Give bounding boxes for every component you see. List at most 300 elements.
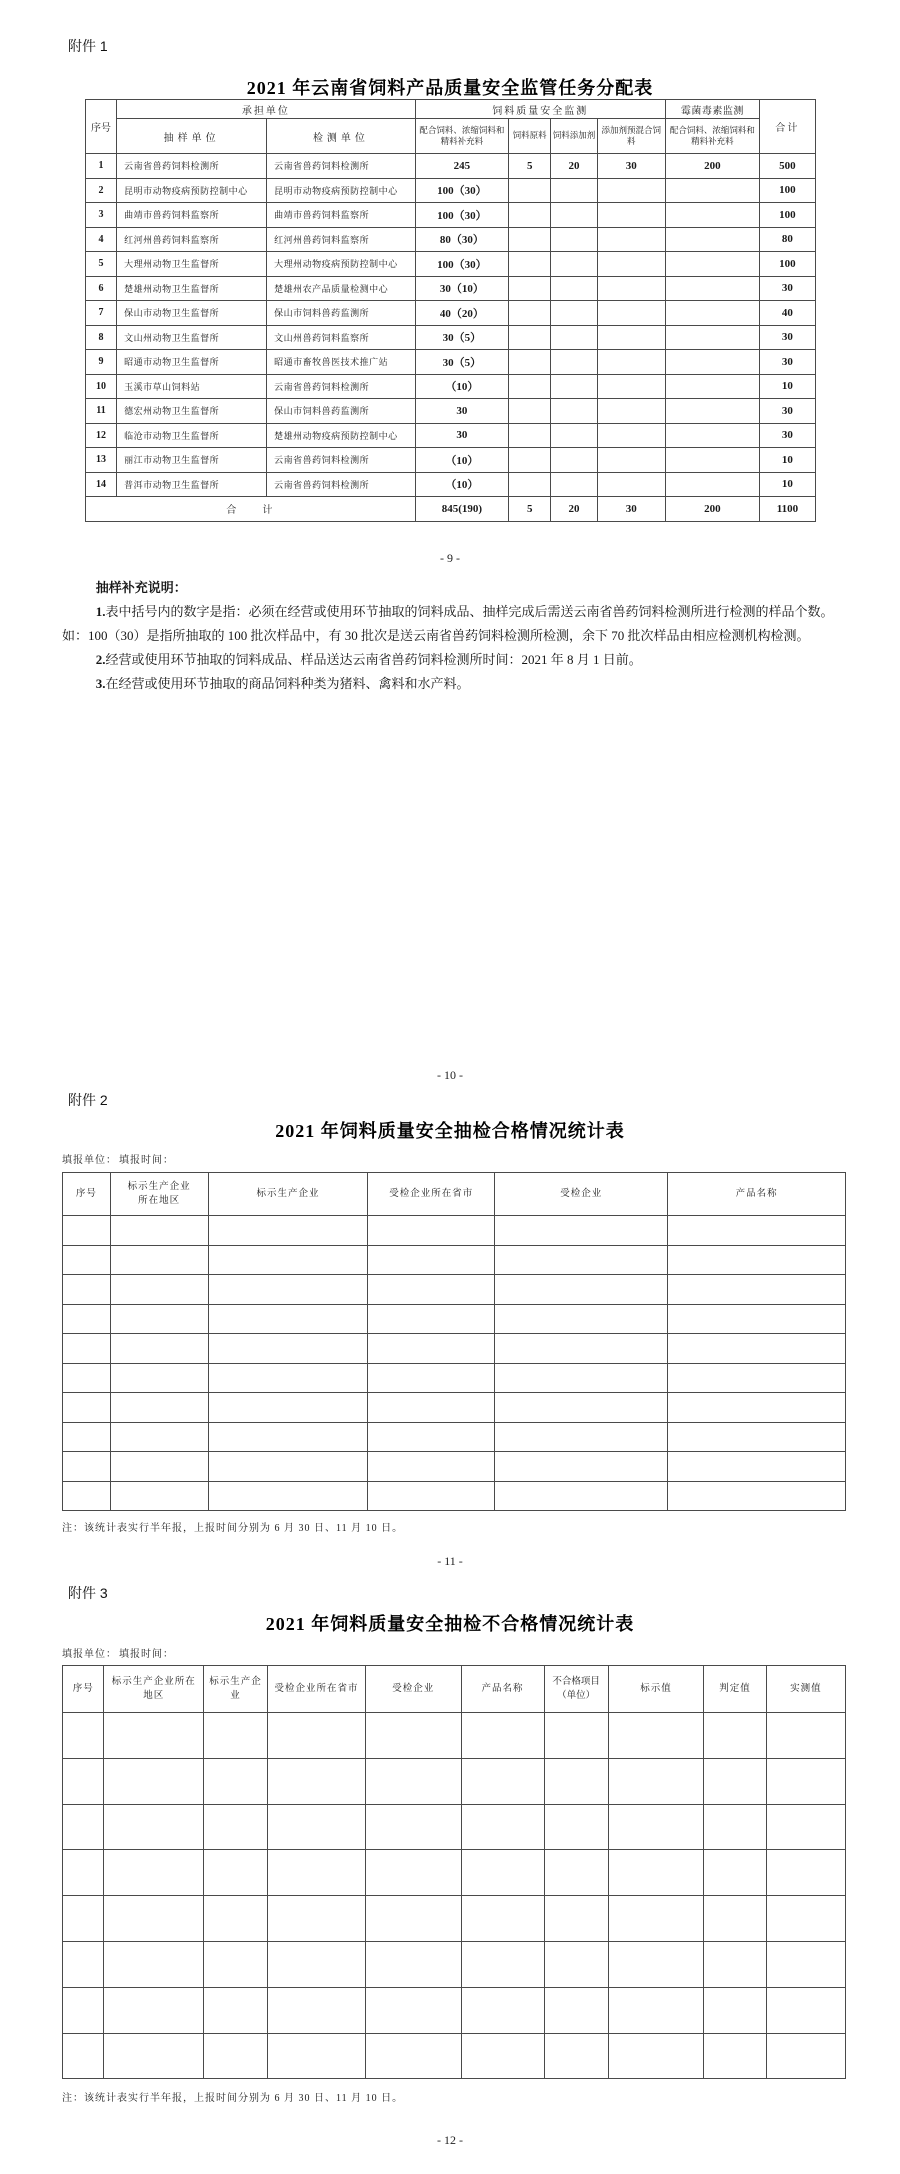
sampling-unit-cell: 保山市动物卫生监督所 — [117, 301, 267, 326]
total-header: 合计 — [759, 100, 815, 154]
testing-unit-cell: 文山州兽药饲料监察所 — [267, 325, 416, 350]
empty-cell — [208, 1245, 368, 1275]
sampling-unit-cell: 昭通市动物卫生监督所 — [117, 350, 267, 375]
compound-feed-cell: （10） — [415, 472, 508, 497]
premix-cell — [597, 350, 665, 375]
empty-cell — [63, 1758, 104, 1804]
compound-feed-cell: 245 — [415, 154, 508, 179]
empty-cell — [63, 1850, 104, 1896]
premix-cell — [597, 472, 665, 497]
feed-additive-cell — [551, 276, 597, 301]
table-row — [86, 301, 816, 326]
empty-cell — [208, 1363, 368, 1393]
a2-col-product: 产品名称 — [668, 1173, 846, 1216]
empty-cell — [268, 1850, 366, 1896]
empty-cell — [368, 1334, 495, 1364]
seq-cell: 3 — [86, 203, 117, 228]
empty-cell — [461, 1850, 544, 1896]
feed-additive-cell — [551, 178, 597, 203]
total-cell: 10 — [759, 374, 815, 399]
empty-cell — [704, 1758, 767, 1804]
empty-cell — [208, 1216, 368, 1246]
empty-cell — [366, 2033, 462, 2079]
empty-cell — [544, 1713, 608, 1759]
note-3 — [62, 672, 850, 696]
empty-cell — [268, 1941, 366, 1987]
empty-cell — [495, 1275, 668, 1305]
empty-row — [63, 1941, 846, 1987]
feed-additive-cell — [551, 301, 597, 326]
empty-cell — [461, 1804, 544, 1850]
empty-cell — [608, 1850, 704, 1896]
mycotoxin-cell — [665, 227, 759, 252]
seq-cell: 14 — [86, 472, 117, 497]
empty-cell — [366, 1804, 462, 1850]
empty-row — [63, 1275, 846, 1305]
a1-table-rows — [86, 154, 816, 497]
compound-feed-cell: 100（30） — [415, 252, 508, 277]
empty-cell — [366, 1941, 462, 1987]
testing-unit-cell: 保山市饲料兽药监测所 — [267, 301, 416, 326]
feed-material-cell — [508, 301, 550, 326]
empty-cell — [461, 1758, 544, 1804]
premix-cell — [597, 374, 665, 399]
empty-cell — [608, 1896, 704, 1942]
page-number-10: - 10 - — [437, 1068, 463, 1082]
table-row — [86, 227, 816, 252]
empty-cell — [704, 1850, 767, 1896]
sampling-unit-cell: 曲靖市兽药饲料监察所 — [117, 203, 267, 228]
sampling-unit-cell: 红河州兽药饲料监察所 — [117, 227, 267, 252]
feed-material-cell — [508, 227, 550, 252]
empty-cell — [368, 1216, 495, 1246]
feed-material-cell — [508, 374, 550, 399]
compound-feed-cell: 100（30） — [415, 178, 508, 203]
empty-cell — [766, 1896, 845, 1942]
empty-row — [63, 1216, 846, 1246]
empty-cell — [766, 1850, 845, 1896]
empty-cell — [704, 1896, 767, 1942]
a3-col-labeled-value: 标示值 — [608, 1666, 704, 1713]
table-row — [86, 178, 816, 203]
premix-header: 添加剂预混合饲料 — [597, 119, 665, 154]
note-3-text: 在经营或使用环节抽取的商品饲料种类为猪料、禽料和水产料。 — [105, 676, 470, 692]
note-1-text: 表中括号内的数字是指：必须在经营或使用环节抽取的饲料成品、抽样完成后需送云南省兽药饲料检测所进行检测的样品个数。如：100（30）是指所抽取的 100 批次样品中，有 30 批次是送云南省兽药饲料检测所检测，余下 70 批次样品由相应检测机构检测。 — [62, 604, 834, 644]
sampling-unit-header: 抽样单位 — [117, 119, 267, 154]
premix-cell — [597, 399, 665, 424]
empty-cell — [110, 1452, 208, 1482]
total-cell: 10 — [759, 472, 815, 497]
empty-cell — [766, 1804, 845, 1850]
empty-row — [63, 1804, 846, 1850]
empty-cell — [203, 1987, 267, 2033]
report-time-label: 填报时间： — [119, 1155, 174, 1166]
empty-cell — [104, 2033, 203, 2079]
table-row — [86, 423, 816, 448]
task-allocation-table — [85, 99, 816, 522]
testing-unit-cell: 楚雄州动物疫病预防控制中心 — [267, 423, 416, 448]
table-row — [86, 276, 816, 301]
empty-cell — [495, 1216, 668, 1246]
empty-cell — [63, 1304, 111, 1334]
empty-row — [63, 2033, 846, 2079]
empty-cell — [368, 1245, 495, 1275]
empty-cell — [63, 1804, 104, 1850]
a3-col-unqualified-item: 不合格项目（单位） — [544, 1666, 608, 1713]
empty-cell — [668, 1275, 846, 1305]
empty-cell — [608, 1987, 704, 2033]
seq-cell: 9 — [86, 350, 117, 375]
a3-col-producer-region: 标示生产企业所在地区 — [104, 1666, 203, 1713]
total-additive-cell: 20 — [551, 497, 597, 522]
empty-cell — [704, 1941, 767, 1987]
empty-cell — [203, 1896, 267, 1942]
empty-cell — [268, 1713, 366, 1759]
a3-header-row — [63, 1666, 846, 1713]
empty-cell — [704, 2033, 767, 2079]
a2-col-inspected-region: 受检企业所在省市 — [368, 1173, 495, 1216]
empty-cell — [668, 1334, 846, 1364]
feed-material-cell — [508, 252, 550, 277]
sampling-unit-cell: 玉溪市草山饲料站 — [117, 374, 267, 399]
empty-cell — [203, 1713, 267, 1759]
empty-cell — [63, 1713, 104, 1759]
empty-cell — [208, 1334, 368, 1364]
mycotoxin-cell — [665, 178, 759, 203]
seq-cell: 13 — [86, 448, 117, 473]
empty-cell — [208, 1481, 368, 1511]
feed-additive-cell: 20 — [551, 154, 597, 179]
empty-cell — [608, 2033, 704, 2079]
empty-cell — [104, 1896, 203, 1942]
seq-cell: 8 — [86, 325, 117, 350]
empty-row — [63, 1393, 846, 1423]
attachment3-table-wrap — [62, 1665, 846, 2079]
testing-unit-cell: 楚雄州农产品质量检测中心 — [267, 276, 416, 301]
note-1 — [62, 600, 850, 648]
empty-cell — [63, 1216, 111, 1246]
feed-material-cell — [508, 325, 550, 350]
testing-unit-cell: 云南省兽药饲料检测所 — [267, 154, 416, 179]
mycotoxin-cell — [665, 301, 759, 326]
feed-material-cell — [508, 276, 550, 301]
empty-cell — [544, 1850, 608, 1896]
a3-col-inspected: 受检企业 — [366, 1666, 462, 1713]
empty-cell — [63, 1481, 111, 1511]
table-row — [86, 399, 816, 424]
premix-cell — [597, 178, 665, 203]
feed-additive-cell — [551, 374, 597, 399]
total-row-label: 合 计 — [86, 497, 416, 522]
empty-cell — [104, 1713, 203, 1759]
empty-cell — [668, 1304, 846, 1334]
feed-material-cell — [508, 350, 550, 375]
testing-unit-cell: 云南省兽药饲料检测所 — [267, 472, 416, 497]
note-2-text: 经营或使用环节抽取的饲料成品、样品送达云南省兽药饲料检测所时间：2021 年 8 月 1 日前。 — [105, 652, 642, 668]
empty-cell — [544, 1804, 608, 1850]
attachment2-report-line — [62, 1151, 176, 1166]
a2-col-producer-region: 标示生产企业所在地区 — [110, 1173, 208, 1216]
mycotoxin-cell — [665, 448, 759, 473]
empty-cell — [544, 1941, 608, 1987]
empty-cell — [704, 1804, 767, 1850]
notes-title: 抽样补充说明： — [95, 580, 187, 595]
empty-row — [63, 1334, 846, 1364]
total-cell: 100 — [759, 178, 815, 203]
a2-col-seq: 序号 — [63, 1173, 111, 1216]
empty-cell — [368, 1481, 495, 1511]
empty-cell — [63, 1941, 104, 1987]
mycotoxin-compound-header: 配合饲料、浓缩饲料和精料补充料 — [665, 119, 759, 154]
note-2-number: 2. — [95, 652, 106, 668]
empty-cell — [766, 1987, 845, 2033]
a3-col-seq: 序号 — [63, 1666, 104, 1713]
a3-col-judged-value: 判定值 — [704, 1666, 767, 1713]
feed-additive-cell — [551, 252, 597, 277]
empty-cell — [104, 1758, 203, 1804]
empty-cell — [608, 1713, 704, 1759]
empty-cell — [495, 1422, 668, 1452]
compound-feed-cell: 80（30） — [415, 227, 508, 252]
empty-cell — [110, 1245, 208, 1275]
premix-cell — [597, 325, 665, 350]
table-row — [86, 325, 816, 350]
mycotoxin-cell: 200 — [665, 154, 759, 179]
empty-row — [63, 1758, 846, 1804]
total-cell: 10 — [759, 448, 815, 473]
sampling-unit-cell: 临沧市动物卫生监督所 — [117, 423, 267, 448]
a3-col-measured-value: 实测值 — [766, 1666, 845, 1713]
total-cell: 100 — [759, 203, 815, 228]
feed-additive-header: 饲料添加剂 — [551, 119, 597, 154]
feed-additive-cell — [551, 227, 597, 252]
empty-cell — [704, 1987, 767, 2033]
note-1-number: 1. — [95, 604, 106, 620]
empty-row — [63, 1850, 846, 1896]
empty-cell — [608, 1758, 704, 1804]
empty-cell — [268, 1804, 366, 1850]
empty-cell — [268, 2033, 366, 2079]
total-compound-cell: 845(190) — [415, 497, 508, 522]
table-row — [86, 154, 816, 179]
mycotoxin-cell — [665, 252, 759, 277]
empty-cell — [104, 1850, 203, 1896]
compound-feed-cell: 30（10） — [415, 276, 508, 301]
empty-cell — [63, 1334, 111, 1364]
sampling-unit-cell: 云南省兽药饲料检测所 — [117, 154, 267, 179]
feed-material-header: 饲料原料 — [508, 119, 550, 154]
empty-cell — [208, 1422, 368, 1452]
seq-cell: 10 — [86, 374, 117, 399]
empty-cell — [110, 1304, 208, 1334]
testing-unit-cell: 保山市饲料兽药监测所 — [267, 399, 416, 424]
sampling-unit-cell: 德宏州动物卫生监督所 — [117, 399, 267, 424]
seq-cell: 4 — [86, 227, 117, 252]
total-premix-cell: 30 — [597, 497, 665, 522]
premix-cell — [597, 448, 665, 473]
premix-cell — [597, 203, 665, 228]
sampling-unit-cell: 普洱市动物卫生监督所 — [117, 472, 267, 497]
total-cell: 30 — [759, 399, 815, 424]
empty-cell — [203, 1804, 267, 1850]
empty-cell — [368, 1422, 495, 1452]
empty-cell — [63, 1422, 111, 1452]
empty-cell — [461, 1941, 544, 1987]
empty-cell — [704, 1713, 767, 1759]
table-row — [86, 203, 816, 228]
page-number-12: - 12 - — [437, 2133, 463, 2147]
empty-cell — [110, 1216, 208, 1246]
attachment1-table-wrap — [85, 99, 816, 522]
empty-row — [63, 1452, 846, 1482]
compound-feed-cell: （10） — [415, 374, 508, 399]
feed-material-cell — [508, 448, 550, 473]
mycotoxin-cell — [665, 472, 759, 497]
empty-row — [63, 1304, 846, 1334]
table-row — [86, 252, 816, 277]
empty-cell — [104, 1804, 203, 1850]
empty-cell — [110, 1334, 208, 1364]
empty-cell — [368, 1452, 495, 1482]
total-cell: 30 — [759, 350, 815, 375]
premix-cell — [597, 423, 665, 448]
total-material-cell: 5 — [508, 497, 550, 522]
a3-empty-rows — [63, 1713, 846, 2079]
total-mycotoxin-cell: 200 — [665, 497, 759, 522]
testing-unit-cell: 大理州动物疫病预防控制中心 — [267, 252, 416, 277]
empty-cell — [63, 1245, 111, 1275]
empty-cell — [668, 1393, 846, 1423]
total-cell: 30 — [759, 423, 815, 448]
a2-col-inspected: 受检企业 — [495, 1173, 668, 1216]
table-row — [86, 472, 816, 497]
empty-cell — [766, 1941, 845, 1987]
empty-cell — [544, 1758, 608, 1804]
empty-cell — [368, 1275, 495, 1305]
feed-material-cell: 5 — [508, 154, 550, 179]
total-cell: 500 — [759, 154, 815, 179]
empty-cell — [495, 1452, 668, 1482]
empty-cell — [110, 1363, 208, 1393]
feed-additive-cell — [551, 350, 597, 375]
testing-unit-header: 检测单位 — [267, 119, 416, 154]
empty-cell — [461, 1987, 544, 2033]
empty-cell — [63, 1363, 111, 1393]
empty-cell — [668, 1363, 846, 1393]
a3-col-producer: 标示生产企业 — [203, 1666, 267, 1713]
attachment2-note: 注：该统计表实行半年报，上报时间分别为 6 月 30 日、11 月 10 日。 — [62, 1523, 404, 1534]
empty-cell — [668, 1422, 846, 1452]
total-sum-cell: 1100 — [759, 497, 815, 522]
premix-cell — [597, 276, 665, 301]
feed-material-cell — [508, 203, 550, 228]
feed-material-cell — [508, 178, 550, 203]
empty-cell — [208, 1452, 368, 1482]
compound-feed-cell: 30 — [415, 399, 508, 424]
empty-cell — [608, 1941, 704, 1987]
seq-cell: 1 — [86, 154, 117, 179]
seq-cell: 11 — [86, 399, 117, 424]
seq-cell: 6 — [86, 276, 117, 301]
empty-cell — [461, 1896, 544, 1942]
total-row — [86, 497, 816, 522]
empty-cell — [63, 1393, 111, 1423]
feed-material-cell — [508, 423, 550, 448]
mycotoxin-cell — [665, 203, 759, 228]
empty-cell — [203, 1941, 267, 1987]
empty-cell — [366, 1758, 462, 1804]
empty-row — [63, 1987, 846, 2033]
empty-cell — [104, 1941, 203, 1987]
empty-cell — [63, 1452, 111, 1482]
testing-unit-cell: 云南省兽药饲料检测所 — [267, 448, 416, 473]
page-number-9: - 9 - — [440, 551, 460, 565]
testing-unit-cell: 昭通市畜牧兽医技术推广站 — [267, 350, 416, 375]
empty-cell — [366, 1896, 462, 1942]
empty-cell — [461, 2033, 544, 2079]
testing-unit-cell: 昆明市动物疫病预防控制中心 — [267, 178, 416, 203]
report-unit-label: 填报单位： — [62, 1155, 117, 1166]
empty-cell — [203, 1850, 267, 1896]
a3-col-product: 产品名称 — [461, 1666, 544, 1713]
empty-cell — [544, 1987, 608, 2033]
attachment3-report-line — [62, 1645, 176, 1660]
testing-unit-cell: 红河州兽药饲料监察所 — [267, 227, 416, 252]
sampling-unit-cell: 丽江市动物卫生监督所 — [117, 448, 267, 473]
table-row — [86, 374, 816, 399]
empty-cell — [766, 1713, 845, 1759]
total-cell: 40 — [759, 301, 815, 326]
compound-feed-header: 配合饲料、浓缩饲料和精料补充料 — [415, 119, 508, 154]
empty-cell — [668, 1216, 846, 1246]
attachment2-label: 附件 2 — [68, 1092, 108, 1108]
empty-row — [63, 1245, 846, 1275]
attachment3-title: 2021 年饲料质量安全抽检不合格情况统计表 — [265, 1614, 635, 1634]
a3-col-inspected-region: 受检企业所在省市 — [268, 1666, 366, 1713]
feed-material-cell — [508, 399, 550, 424]
table-row — [86, 350, 816, 375]
mycotoxin-header: 霉菌毒素监测 — [665, 100, 759, 119]
empty-cell — [63, 1275, 111, 1305]
feed-additive-cell — [551, 325, 597, 350]
premix-cell: 30 — [597, 154, 665, 179]
empty-cell — [668, 1452, 846, 1482]
mycotoxin-cell — [665, 350, 759, 375]
compound-feed-cell: 30（5） — [415, 350, 508, 375]
testing-unit-cell: 云南省兽药饲料检测所 — [267, 374, 416, 399]
empty-cell — [110, 1422, 208, 1452]
report-unit-label: 填报单位： — [62, 1649, 117, 1660]
empty-cell — [63, 1896, 104, 1942]
empty-cell — [366, 1713, 462, 1759]
total-cell: 80 — [759, 227, 815, 252]
empty-row — [63, 1713, 846, 1759]
header-row-1 — [86, 100, 816, 119]
premix-cell — [597, 227, 665, 252]
empty-cell — [766, 1758, 845, 1804]
feed-additive-cell — [551, 472, 597, 497]
attachment3-note: 注：该统计表实行半年报，上报时间分别为 6 月 30 日、11 月 10 日。 — [62, 2093, 404, 2104]
a2-col-producer: 标示生产企业 — [208, 1173, 368, 1216]
attachment1-label: 附件 1 — [68, 38, 108, 54]
page-number-11: - 11 - — [437, 1554, 463, 1568]
seq-cell: 2 — [86, 178, 117, 203]
empty-cell — [110, 1275, 208, 1305]
empty-cell — [268, 1987, 366, 2033]
empty-cell — [368, 1304, 495, 1334]
sampling-unit-cell: 文山州动物卫生监督所 — [117, 325, 267, 350]
sampling-unit-cell: 楚雄州动物卫生监督所 — [117, 276, 267, 301]
